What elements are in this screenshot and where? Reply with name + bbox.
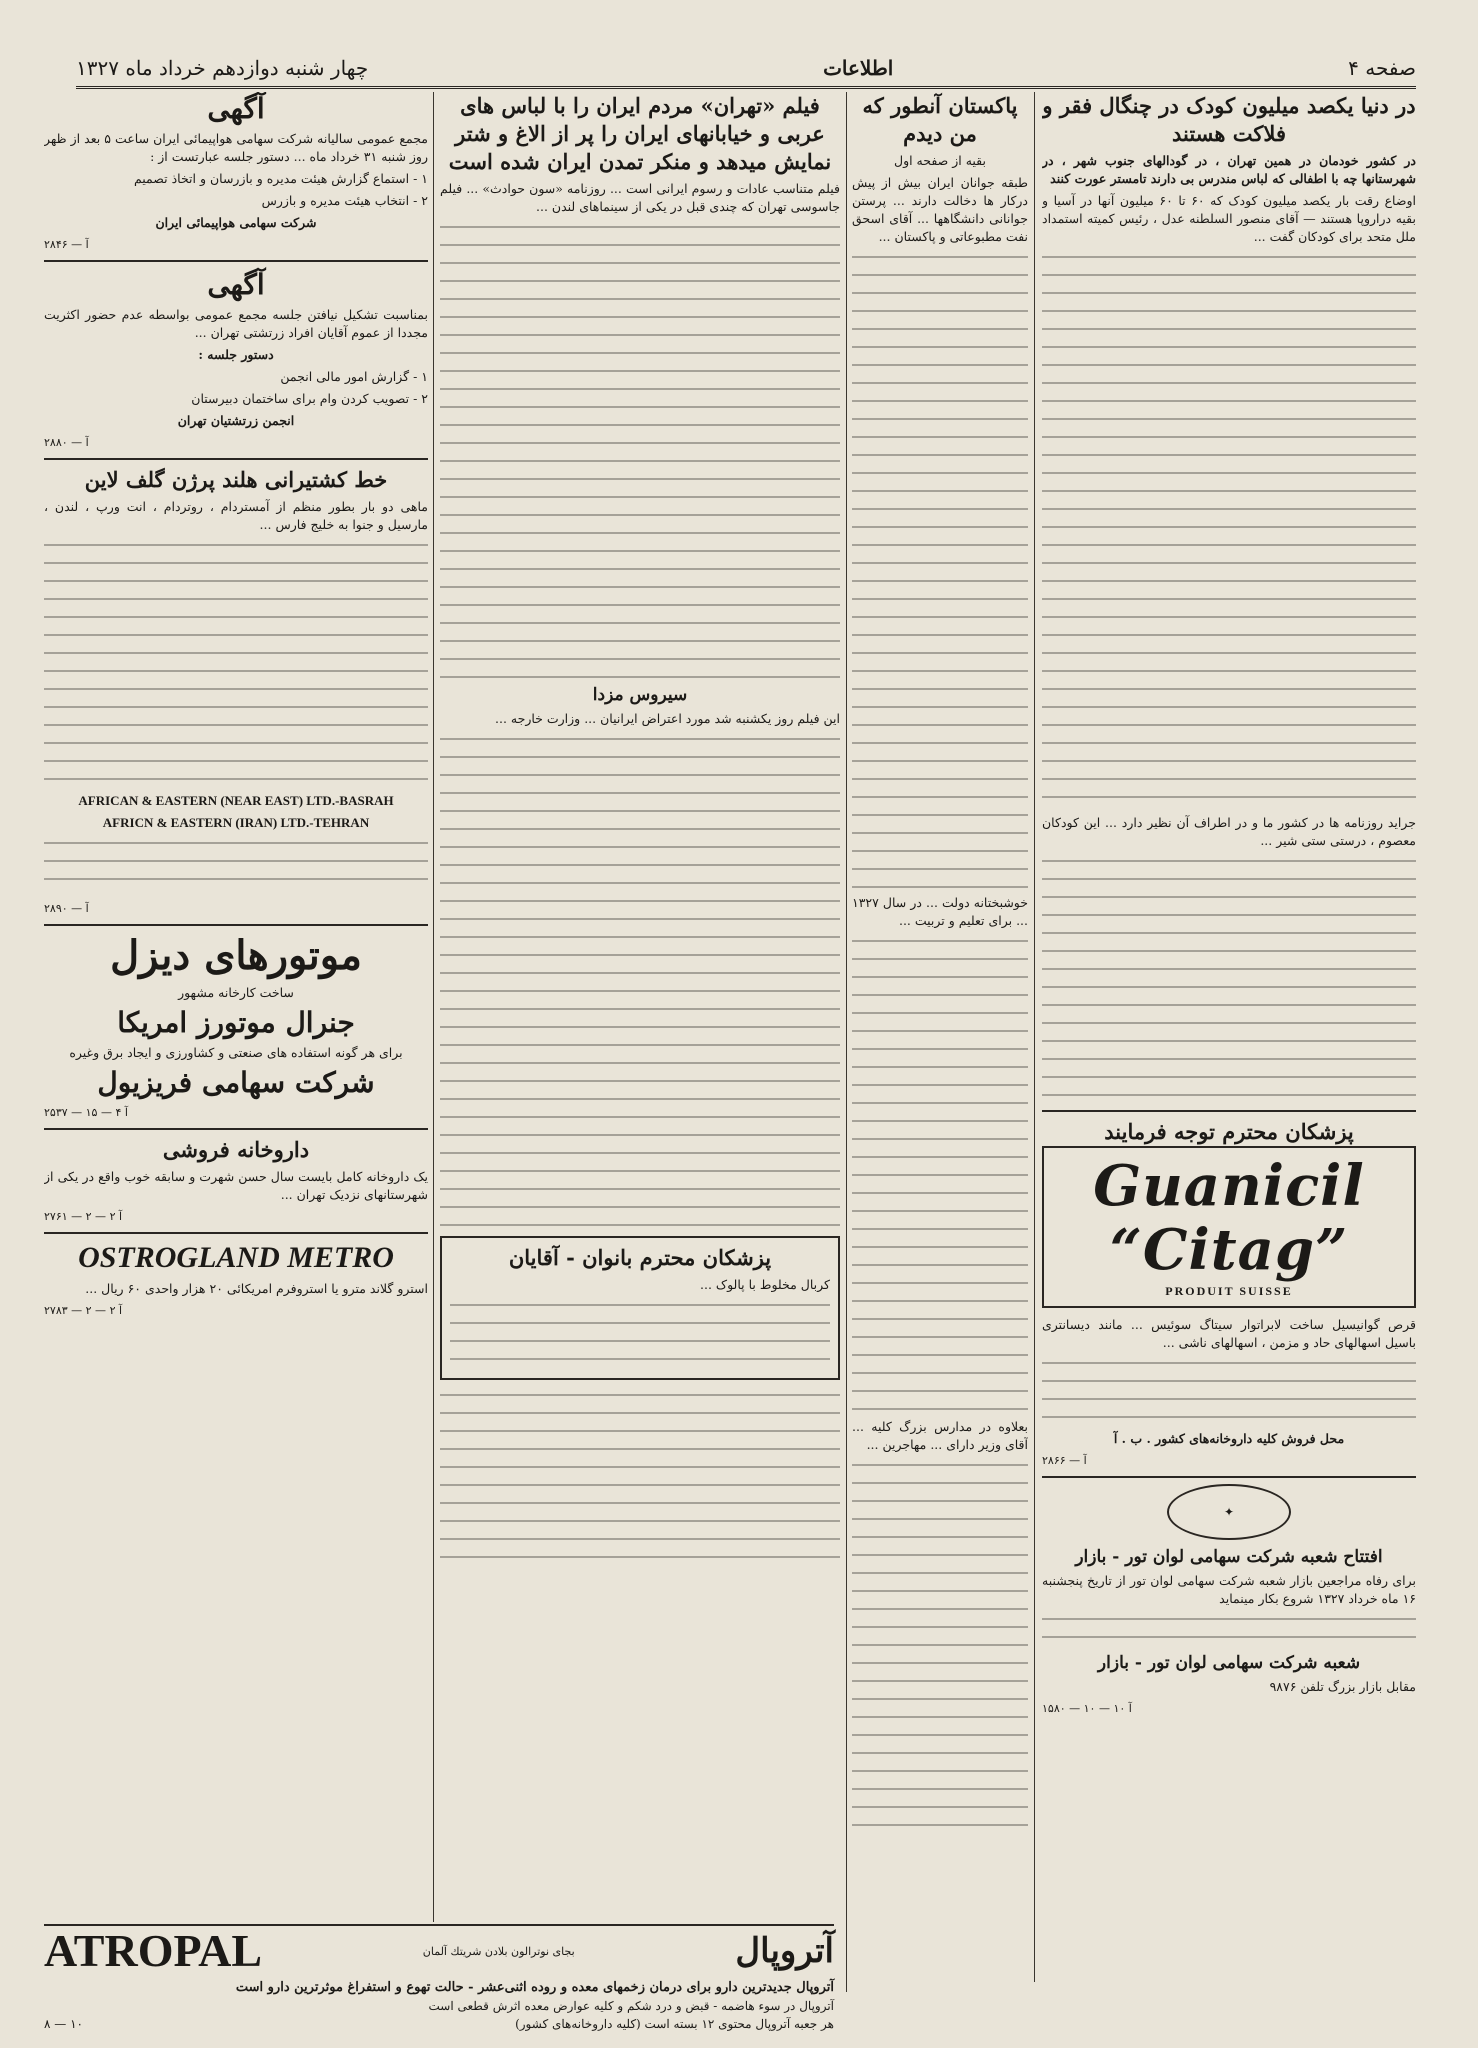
ad-footer: محل فروش کلیه داروخانه‌های کشور . ب . آ (1113, 1431, 1345, 1446)
column-pakistan (852, 92, 1028, 1992)
ad-heading: پزشکان محترم توجه فرمایند (1104, 1119, 1354, 1144)
ad-body-lines (44, 836, 428, 896)
paper-title: اطلاعات (823, 56, 894, 80)
brand-latin: ATROPAL (44, 1925, 263, 1976)
ad-text: استرو گلاند مترو یا استروفرم امریکائی ۲۰ هزار واحدی ۶۰ ریال ... (85, 1281, 428, 1296)
article-headline: پاکستان آنطور که من دیدم (862, 93, 1018, 146)
atropal-ad (44, 1924, 834, 2031)
ad-heading: افتتاح شعبه شرکت سهامی لوان تور - بازار (1075, 1547, 1383, 1567)
divider (44, 260, 428, 262)
article-body-lines (440, 220, 840, 680)
ad-heading: داروخانه فروشی (162, 1137, 310, 1162)
company-name: AFRICN & EASTERN (IRAN) LTD.-TEHRAN (102, 815, 370, 830)
article-text: بعلاوه در مدارس بزرگ کلیه ... آقای وزیر دارای ... مهاجرین ... (852, 1419, 1028, 1452)
article-text: این فیلم روز یکشنبه شد مورد اعتراض ایرانیان ... وزارت خارجه ... (495, 711, 840, 726)
ad-text: هر جعبه آتروپال محتوی ۱۲ بسته است (کلیه داروخانه‌های کشور) (515, 2017, 834, 2031)
column-ads (44, 92, 428, 1922)
ad-number: ۲۸۸۰ — آ (44, 436, 89, 449)
ad-brand: جنرال موتورز امریکا (117, 1006, 355, 1039)
ad-body-lines (1042, 1356, 1416, 1426)
ad-number: ۲۷۸۳ — آ ۲ — ۲ (44, 1304, 123, 1317)
company-name: AFRICAN & EASTERN (NEAR EAST) LTD.-BASRAH (78, 793, 394, 808)
article-text: اوضاع رقت بار یکصد میلیون کودک که ۶۰ تا ۶۰ میلیون آنها در آسیا و بقیه دراروپا هستند — آقای منصور السلطنه عدل ، رئیس کمیته استمداد ملل متحد برای کودکان گفت ... (1042, 193, 1416, 244)
brand-box (1042, 1146, 1416, 1308)
article-subhead: در کشور خودمان در همین تهران ، در گودالهای جنوب شهر ، در شهرستانها چه با اطفالی که لباس مندرس بی دارند تامستر عورت کنند (1042, 153, 1416, 186)
ad-text: مجمع عمومی سالیانه شرکت سهامی هواپیمائی ایران ساعت ۵ بعد از ظهر روز شنبه ۳۱ خرداد ماه ... دستور جلسه عبارتست از : (44, 131, 428, 164)
ad-heading: خط کشتیرانی هلند پرژن گلف لاین (84, 467, 388, 492)
ad-number: ۲۸۶۶ — آ (1042, 1454, 1087, 1467)
doctors-ad (440, 1236, 840, 1380)
column-rule (1034, 92, 1035, 1982)
brand-subtitle: PRODUIT SUISSE (1165, 1284, 1293, 1298)
ad-signature: شرکت سهامی هواپیمائی ایران (155, 215, 317, 230)
ad-text: آتروپال جدیدترین دارو برای درمان زخمهای معده و روده اثنی‌عشر - حالت تهوع و استفراغ موثرترین دارو است (235, 1980, 834, 1995)
ad-item: ۲ - انتخاب هیئت مدیره و بازرس (261, 193, 428, 208)
article-body-lines (1042, 854, 1416, 1104)
ad-item: ۱ - گزارش امور مالی انجمن (280, 369, 428, 384)
column-rule (433, 92, 434, 1922)
column-right (1042, 92, 1416, 1952)
article-headline: فیلم «تهران» مردم ایران را با لباس های عربی و خیابانهای ایران را پر از الاغ و شتر نمایش میدهد و منکر تمدن ایران شده است (448, 93, 832, 174)
ad-item: ۲ - تصویب کردن وام برای ساختمان دبیرستان (191, 391, 428, 406)
ad-number: ۱۰ — ۸ (44, 2017, 83, 2031)
ad-subheading: ساخت کارخانه مشهور (178, 985, 294, 1000)
ad-heading: آگهی (207, 268, 265, 301)
article-body-lines (440, 1388, 840, 1568)
article-text: جراید روزنامه ها در کشور ما و در اطراف آن نظیر دارد ... این کودکان معصوم ، درستی ستی شیر ... (1042, 815, 1416, 848)
ad-text: بمناسبت تشکیل نیافتن جلسه مجمع عمومی بواسطه عدم حضور اکثریت مجددا از عموم آقایان افراد زرتشتی تهران ... (44, 307, 428, 340)
column-rule (846, 92, 847, 1992)
ad-body-lines (450, 1298, 830, 1368)
ad-item: ۱ - استماع گزارش هیئت مدیره و بازرسان و اتخاذ تصمیم (133, 171, 428, 186)
article-body-lines (852, 1458, 1028, 1838)
ad-body-lines (1042, 1612, 1416, 1648)
ad-item: دستور جلسه : (198, 347, 274, 362)
divider (44, 1128, 428, 1130)
guanicil-logo: Guanicil “Citag” (1093, 1153, 1365, 1283)
ad-number: ۲۵۳۷ — آ ۴ — ۱۵ (44, 1106, 128, 1119)
ad-text: قرص گوانیسیل ساخت لابراتوار سیتاگ سوئیس ... مانند دیسانتری باسیل اسهالهای حاد و مزمن ، اسهالهای ناشی ... (1042, 1317, 1416, 1350)
ad-address: مقابل بازار بزرگ تلفن ۹۸۷۶ (1269, 1679, 1416, 1694)
ad-text: ماهی دو بار بطور منظم از آمستردام ، روتردام ، انت ورپ ، لندن ، مارسیل و جنوا به خلیج فارس ... (44, 499, 428, 532)
divider (44, 458, 428, 460)
ad-heading: آگهی (207, 92, 265, 125)
ad-company: شرکت سهامی فریزیول (97, 1066, 375, 1099)
ad-heading: موتورهای دیزل (110, 932, 362, 979)
ad-text: آتروپال در سوء هاضمه - قبض و درد شکم و کلیه عوارض معده اثرش قطعی است (428, 1999, 834, 2013)
ad-number: ۱۵۸۰ — آ ۱۰ — ۱۰ (1042, 1702, 1132, 1715)
article-body-lines (852, 250, 1028, 890)
divider (1042, 1110, 1416, 1112)
masthead (76, 50, 1416, 89)
ad-number: ۲۸۹۰ — آ (44, 902, 89, 915)
brand-note: بجای نوترالون بلادن شریتك آلمان (422, 1944, 575, 1958)
author-name: سیروس مزدا (592, 685, 688, 705)
article-text: خوشبختانه دولت ... در سال ۱۳۲۷ ... برای تعلیم و تربیت ... (852, 895, 1028, 928)
divider (44, 924, 428, 926)
article-body-lines (1042, 250, 1416, 810)
ad-number: ۲۸۴۶ — آ (44, 238, 89, 251)
column-film (440, 92, 840, 1922)
article-text: طبقه جوانان ایران بیش از پیش درکار ها دخالت دارند ... پرستن جوانانی دانشگاهها ... آقای اسحق نفت مطبوعاتی و پاکستان ... (852, 175, 1028, 244)
issue-date: چهار شنبه دوازدهم خرداد ماه ۱۳۲۷ (76, 56, 369, 80)
ad-brand: OSTROGLAND METRO (78, 1241, 394, 1274)
ad-signature: انجمن زرتشتیان تهران (177, 413, 295, 428)
ad-heading: پزشکان محترم بانوان - آقایان (508, 1245, 772, 1270)
page-number: صفحه ۴ (1348, 56, 1416, 80)
divider (1042, 1476, 1416, 1478)
ad-subheading: شعبه شرکت سهامی لوان تور - بازار (1097, 1653, 1361, 1673)
ad-text: برای هر گونه استفاده های صنعتی و کشاورزی و ایجاد برق وغیره (69, 1045, 403, 1060)
ad-number: ۲۷۶۱ — آ ۲ — ۲ (44, 1210, 123, 1223)
ad-text: برای رفاه مراجعین بازار شعبه شرکت سهامی لوان تور از تاریخ پنجشنبه ۱۶ ماه خرداد ۱۳۲۷ شروع بکار مینماید (1042, 1573, 1416, 1606)
article-body-lines (440, 732, 840, 1232)
brand-persian: آتروپال (735, 1931, 834, 1971)
article-body-lines (852, 934, 1028, 1414)
ad-text: کربال مخلوط با پالوک ... (700, 1277, 830, 1292)
article-headline: در دنیا یکصد میلیون کودک در چنگال فقر و فلاکت هستند (1042, 93, 1416, 146)
ad-text: یک داروخانه کامل بایست سال حسن شهرت و سابقه خوب واقع در یکی از شهرستانهای نزدیک تهران ... (44, 1169, 428, 1202)
ad-body-lines (44, 538, 428, 788)
continued-note: بقیه از صفحه اول (893, 153, 986, 168)
lavan-emblem: ✦ (1167, 1484, 1291, 1540)
article-text: فیلم متناسب عادات و رسوم ایرانی است ... روزنامه «سون حوادث» ... فیلم جاسوسی تهران که چندی قبل در یکی از سینماهای لندن ... (440, 181, 840, 214)
divider (44, 1232, 428, 1234)
